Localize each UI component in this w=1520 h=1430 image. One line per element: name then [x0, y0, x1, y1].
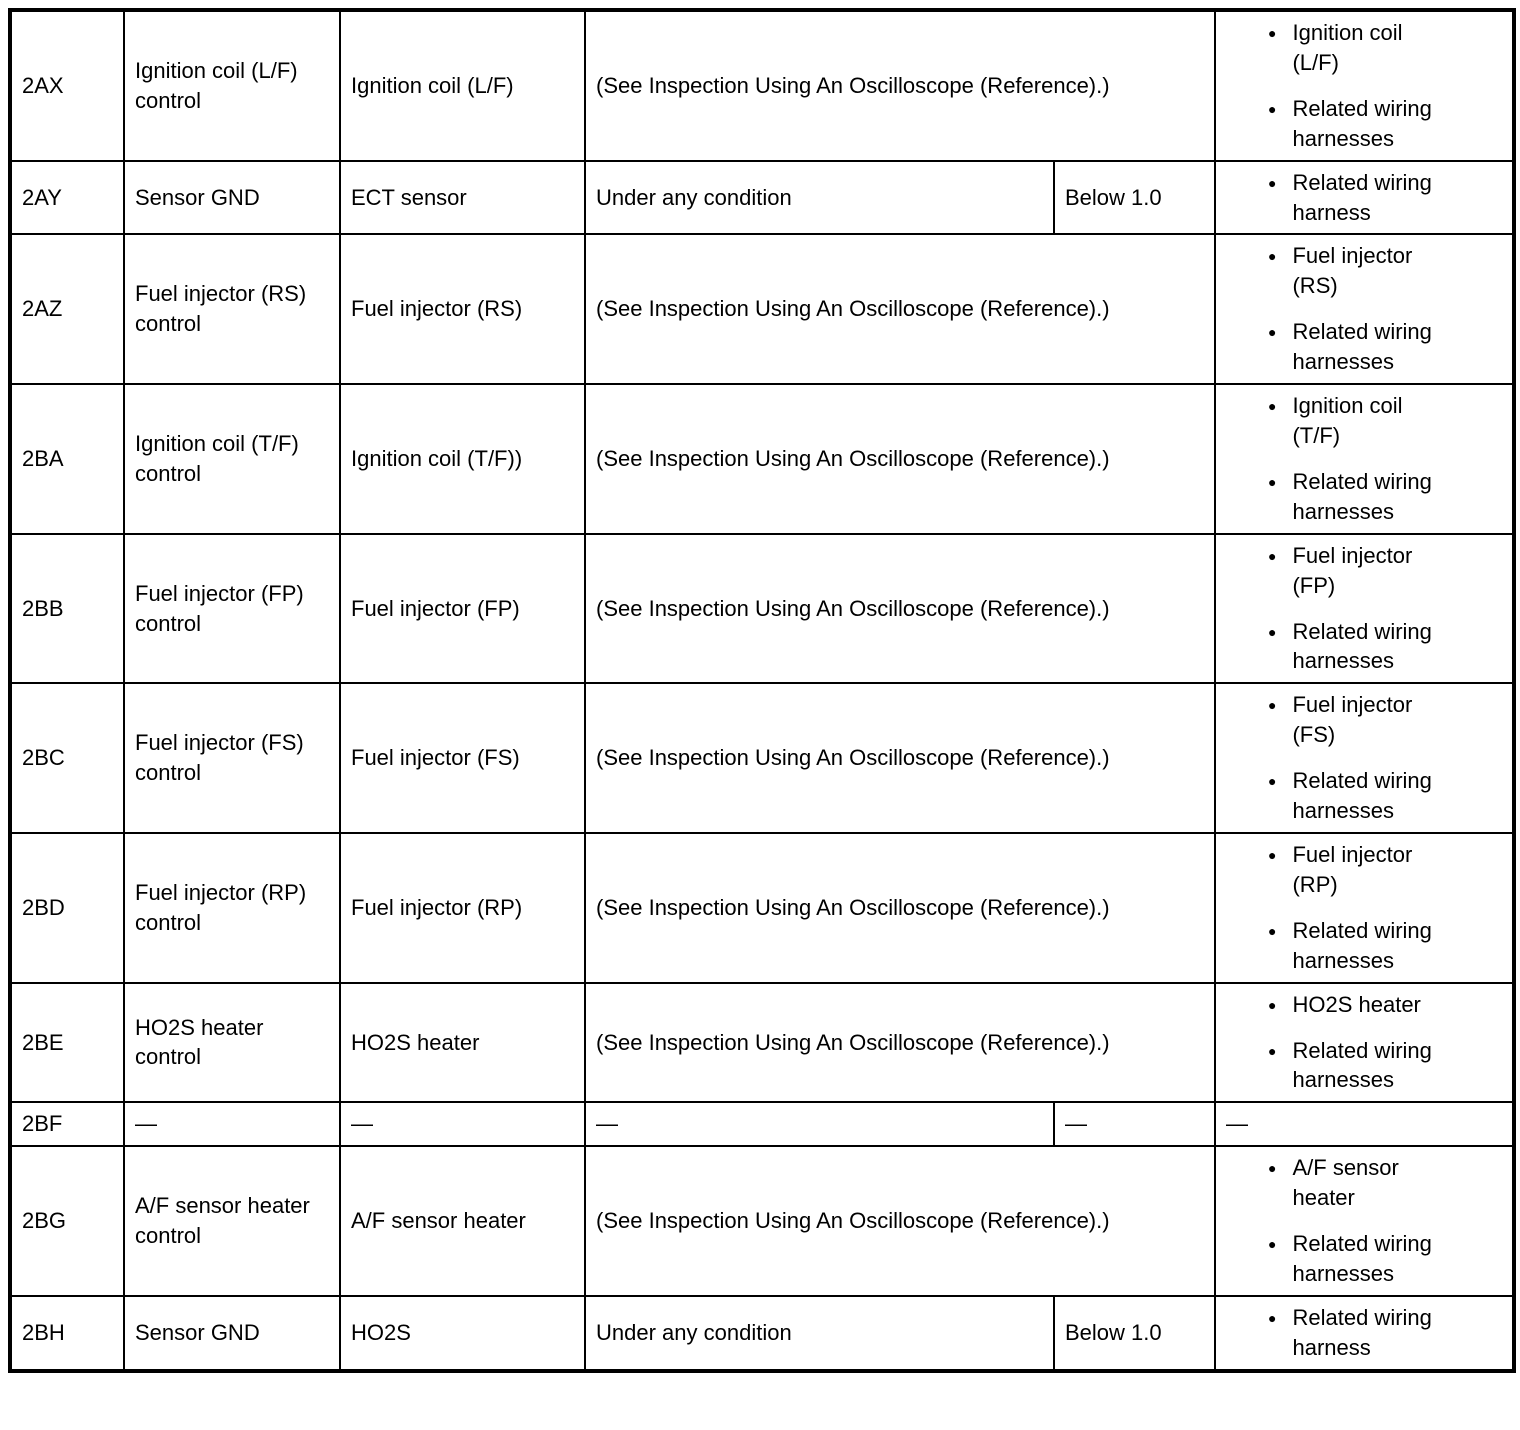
inspection-cell [1215, 161, 1514, 235]
terminal-cell: 2BH [10, 1296, 124, 1371]
bullet-icon: ● [1268, 25, 1277, 41]
condition-cell: (See Inspection Using An Oscilloscope (Reference).) [585, 534, 1215, 684]
table-row-2BE [10, 983, 1514, 1103]
inspection-cell [1215, 534, 1514, 684]
table-row-2BC [10, 683, 1514, 833]
inspection-item [1226, 241, 1502, 301]
voltage-cell: Below 1.0 [1054, 1296, 1215, 1371]
table-body [10, 10, 1514, 1371]
signal-cell: Ignition coil (T/F) control [124, 384, 340, 534]
inspection-item-label: Related wiring harnesses [1292, 95, 1432, 151]
bullet-icon: ● [1268, 697, 1277, 714]
inspection-cell: — [1215, 1102, 1514, 1146]
inspection-item [1226, 990, 1502, 1020]
inspection-item [1226, 1229, 1502, 1289]
voltage-cell: — [1054, 1102, 1215, 1146]
inspection-list [1226, 18, 1502, 154]
table-row-2BA [10, 384, 1514, 534]
terminal-cell: 2BA [10, 384, 124, 534]
connected-to-cell: HO2S [340, 1296, 585, 1371]
inspection-item-label: Fuel injector (FS) [1292, 692, 1413, 748]
condition-cell: (See Inspection Using An Oscilloscope (Reference).) [585, 683, 1215, 833]
inspection-list [1226, 1303, 1502, 1363]
condition-cell: (See Inspection Using An Oscilloscope (Reference).) [585, 1146, 1215, 1296]
inspection-item [1226, 18, 1502, 78]
bullet-icon: ● [1268, 1236, 1277, 1253]
inspection-item [1226, 317, 1502, 377]
table-row-2AX [10, 10, 1514, 161]
terminal-cell: 2BC [10, 683, 124, 833]
terminal-cell: 2AX [10, 10, 124, 161]
inspection-item-label: A/F sensor heater [1292, 1155, 1399, 1211]
bullet-icon: ● [1268, 773, 1277, 790]
inspection-item-label: Fuel injector (FP) [1292, 542, 1413, 598]
inspection-item-label: Ignition coil (T/F) [1292, 393, 1403, 448]
inspection-item-label: Related wiring harness [1292, 1304, 1432, 1360]
bullet-icon: ● [1268, 248, 1277, 265]
inspection-item [1226, 690, 1502, 750]
table-row-2BD [10, 833, 1514, 983]
condition-cell: Under any condition [585, 1296, 1054, 1371]
table-row-2BF [10, 1102, 1514, 1146]
inspection-list [1226, 1153, 1502, 1289]
inspection-item-label: Related wiring harnesses [1292, 1037, 1432, 1093]
condition-cell: (See Inspection Using An Oscilloscope (Reference).) [585, 10, 1215, 161]
condition-cell: Under any condition [585, 161, 1054, 235]
inspection-item-label: Ignition coil (L/F) [1292, 20, 1403, 75]
bullet-icon: ● [1268, 324, 1277, 341]
condition-cell: (See Inspection Using An Oscilloscope (Reference).) [585, 384, 1215, 534]
inspection-item [1226, 766, 1502, 826]
inspection-list [1226, 168, 1502, 228]
bullet-icon: ● [1268, 174, 1277, 191]
inspection-cell [1215, 234, 1514, 384]
inspection-cell [1215, 683, 1514, 833]
bullet-icon: ● [1268, 473, 1277, 490]
inspection-item-label: Related wiring harnesses [1292, 917, 1432, 973]
connected-to-cell: Ignition coil (L/F) [340, 10, 585, 161]
table-row-2BG [10, 1146, 1514, 1296]
terminal-cell: 2BF [10, 1102, 124, 1146]
inspection-item [1226, 168, 1502, 228]
table-row-2BH [10, 1296, 1514, 1371]
inspection-item [1226, 840, 1502, 900]
terminal-cell: 2BB [10, 534, 124, 684]
inspection-item [1226, 94, 1502, 154]
inspection-item-label: Fuel injector (RS) [1292, 243, 1413, 299]
inspection-item [1226, 1153, 1502, 1213]
condition-cell: (See Inspection Using An Oscilloscope (Reference).) [585, 234, 1215, 384]
bullet-icon: ● [1268, 1042, 1277, 1059]
table-row-2AY [10, 161, 1514, 235]
connected-to-cell: Fuel injector (FS) [340, 683, 585, 833]
condition-cell: — [585, 1102, 1054, 1146]
signal-cell: Fuel injector (FP) control [124, 534, 340, 684]
inspection-list [1226, 990, 1502, 1096]
inspection-item [1226, 541, 1502, 601]
bullet-icon: ● [1268, 100, 1277, 117]
condition-cell: (See Inspection Using An Oscilloscope (Reference).) [585, 983, 1215, 1103]
bullet-icon: ● [1268, 1309, 1277, 1326]
inspection-cell [1215, 983, 1514, 1103]
signal-cell: Sensor GND [124, 1296, 340, 1371]
inspection-list [1226, 840, 1502, 976]
terminal-voltage-table [8, 8, 1516, 1373]
connected-to-cell: Fuel injector (RP) [340, 833, 585, 983]
bullet-icon: ● [1268, 846, 1277, 863]
table-row-2AZ [10, 234, 1514, 384]
inspection-cell [1215, 1146, 1514, 1296]
table-row-2BB [10, 534, 1514, 684]
connected-to-cell: HO2S heater [340, 983, 585, 1103]
inspection-item [1226, 391, 1502, 451]
signal-cell: A/F sensor heater control [124, 1146, 340, 1296]
inspection-list [1226, 391, 1502, 527]
bullet-icon: ● [1268, 398, 1277, 415]
inspection-item-label: HO2S heater [1292, 991, 1421, 1017]
connected-to-cell: A/F sensor heater [340, 1146, 585, 1296]
inspection-item-label: Fuel injector (RP) [1292, 841, 1413, 897]
inspection-cell [1215, 1296, 1514, 1371]
terminal-cell: 2AY [10, 161, 124, 235]
inspection-list [1226, 541, 1502, 677]
signal-cell: HO2S heater control [124, 983, 340, 1103]
inspection-item [1226, 617, 1502, 677]
signal-cell: Fuel injector (RS) control [124, 234, 340, 384]
signal-cell: Fuel injector (RP) control [124, 833, 340, 983]
signal-cell: Sensor GND [124, 161, 340, 235]
terminal-cell: 2BD [10, 833, 124, 983]
inspection-item [1226, 1303, 1502, 1363]
connected-to-cell: Fuel injector (RS) [340, 234, 585, 384]
signal-cell: Ignition coil (L/F) control [124, 10, 340, 161]
inspection-cell [1215, 10, 1514, 161]
inspection-item-label: Related wiring harnesses [1292, 768, 1432, 824]
signal-cell: — [124, 1102, 340, 1146]
inspection-item [1226, 916, 1502, 976]
bullet-icon: ● [1268, 1160, 1277, 1177]
inspection-item-label: Related wiring harnesses [1292, 1231, 1432, 1286]
inspection-cell [1215, 833, 1514, 983]
bullet-icon: ● [1268, 547, 1277, 564]
inspection-item [1226, 467, 1502, 527]
inspection-item-label: Related wiring harness [1292, 169, 1432, 225]
inspection-item-label: Related wiring harnesses [1292, 618, 1432, 674]
inspection-list [1226, 241, 1502, 377]
terminal-cell: 2AZ [10, 234, 124, 384]
inspection-item-label: Related wiring harnesses [1292, 319, 1432, 375]
signal-cell: Fuel injector (FS) control [124, 683, 340, 833]
bullet-icon: ● [1268, 922, 1277, 939]
bullet-icon: ● [1268, 996, 1277, 1013]
condition-cell: (See Inspection Using An Oscilloscope (Reference).) [585, 833, 1215, 983]
connected-to-cell: — [340, 1102, 585, 1146]
connected-to-cell: Ignition coil (T/F)) [340, 384, 585, 534]
inspection-list [1226, 690, 1502, 826]
connected-to-cell: ECT sensor [340, 161, 585, 235]
inspection-item-label: Related wiring harnesses [1292, 468, 1432, 524]
inspection-cell [1215, 384, 1514, 534]
inspection-item [1226, 1036, 1502, 1096]
voltage-cell: Below 1.0 [1054, 161, 1215, 235]
connected-to-cell: Fuel injector (FP) [340, 534, 585, 684]
bullet-icon: ● [1268, 623, 1277, 640]
terminal-cell: 2BE [10, 983, 124, 1103]
terminal-cell: 2BG [10, 1146, 124, 1296]
